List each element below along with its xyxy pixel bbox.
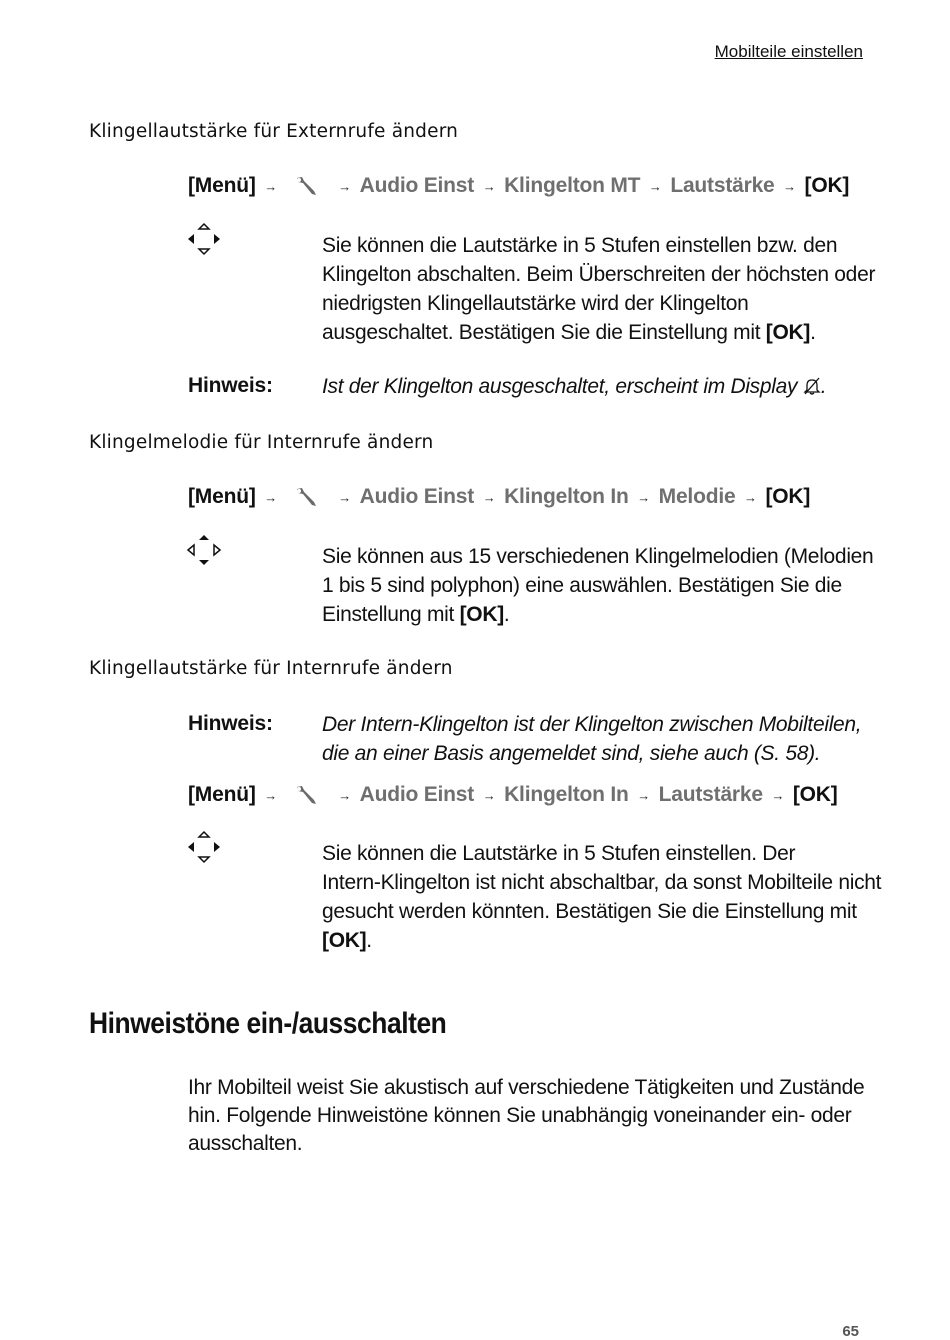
menu-item-ringtone: Klingelton MT [504, 174, 641, 197]
menu-item-volume: Lautstärke [670, 174, 775, 197]
text-line: Intern-Klingelton ist nicht abschaltbar, da sonst Mobilteile nicht [322, 871, 882, 894]
wrench-icon [294, 486, 320, 508]
menu-path-internal-melody [188, 485, 810, 509]
text-line: Sie können die Lautstärke in 5 Stufen einstellen bzw. den [322, 234, 838, 257]
paragraph-external-volume [322, 231, 882, 347]
navigation-key-icon [186, 830, 222, 864]
ok-key: [OK] [765, 485, 811, 508]
wrench-icon [294, 175, 320, 197]
text-line: Sie können die Lautstärke in 5 Stufen einstellen. Der [322, 842, 796, 865]
arrow-right-icon: → [482, 787, 496, 803]
text-line: 1 bis 5 sind polyphon) eine auswählen. Bestätigen Sie die [322, 574, 842, 597]
text-line: Klingelton abschalten. Beim Überschreiten der höchsten oder [322, 263, 876, 286]
paragraph-internal-melody [322, 542, 882, 629]
arrow-right-icon: → [771, 787, 785, 803]
note-label: Hinweis: [188, 712, 273, 735]
arrow-right-icon: → [482, 178, 496, 194]
arrow-right-icon: → [264, 787, 278, 803]
arrow-right-icon: → [338, 489, 352, 505]
menu-item-ringtone: Klingelton In [504, 485, 629, 508]
text-line: Der Intern-Klingelton ist der Klingelton zwischen Mobilteilen, [322, 713, 862, 736]
running-header: Mobilteile einstellen [714, 42, 863, 61]
arrow-right-icon: → [783, 178, 796, 194]
menu-key: [Menü] [188, 174, 256, 197]
menu-item-ringtone: Klingelton In [504, 783, 629, 806]
menu-item-audio: Audio Einst [359, 783, 475, 806]
arrow-right-icon: → [744, 489, 757, 505]
menu-path-internal-volume [188, 783, 838, 807]
section-heading-internal-volume: Klingellautstärke für Internrufe ändern [89, 658, 453, 679]
arrow-right-icon: → [338, 787, 352, 803]
text-line: gesucht werden könnten. Bestätigen Sie die Einstellung mit [322, 900, 857, 923]
menu-key: [Menü] [188, 485, 256, 508]
text-line: ausschalten. [188, 1132, 303, 1155]
text-line: Einstellung mit [OK]. [322, 603, 510, 626]
wrench-icon [294, 784, 320, 806]
text-line: niedrigsten Klingellautstärke wird der Klingelton [322, 292, 749, 315]
arrow-right-icon: → [338, 178, 352, 194]
section-heading-internal-melody: Klingelmelodie für Internrufe ändern [89, 432, 434, 453]
paragraph-internal-volume [322, 839, 882, 955]
arrow-right-icon: → [264, 489, 278, 505]
text-line: ausgeschaltet. Bestätigen Sie die Einstellung mit [OK]. [322, 321, 816, 344]
section-heading-external-volume: Klingellautstärke für Externrufe ändern [89, 121, 459, 142]
menu-path-external-volume [188, 174, 849, 198]
menu-key: [Menü] [188, 783, 256, 806]
chapter-heading-alert-tones: Hinweistöne ein-/ausschalten [89, 1007, 447, 1040]
ok-key: [OK] [459, 603, 504, 626]
note-label: Hinweis: [188, 374, 273, 397]
menu-item-volume: Lautstärke [658, 783, 763, 806]
navigation-key-icon [186, 222, 222, 256]
ok-key: [OK] [804, 174, 850, 197]
ok-key: [OK] [765, 321, 811, 344]
arrow-right-icon: → [264, 178, 278, 194]
bell-off-icon [803, 376, 821, 396]
note-text [322, 710, 882, 768]
text-line: Sie können aus 15 verschiedenen Klingelmelodien (Melodien [322, 545, 874, 568]
arrow-right-icon: → [637, 489, 651, 505]
ok-key: [OK] [322, 929, 367, 952]
menu-item-audio: Audio Einst [359, 174, 475, 197]
note-text: Ist der Klingelton ausgeschaltet, erscheint im Display . [322, 375, 827, 398]
arrow-right-icon: → [648, 178, 662, 194]
paragraph-alert-tones [188, 1074, 868, 1158]
navigation-key-icon [186, 533, 222, 567]
ok-key: [OK] [792, 783, 838, 806]
arrow-right-icon: → [637, 787, 651, 803]
text-line: die an einer Basis angemeldet sind, siehe auch (S. 58). [322, 742, 821, 765]
text-line: hin. Folgende Hinweistöne können Sie unabhängig voneinander ein- oder [188, 1104, 852, 1127]
page-number: 65 [842, 1323, 859, 1340]
menu-item-audio: Audio Einst [359, 485, 475, 508]
text-line: [OK]. [322, 929, 372, 952]
text-line: Ihr Mobilteil weist Sie akustisch auf verschiedene Tätigkeiten und Zustände [188, 1076, 865, 1099]
menu-item-melody: Melodie [658, 485, 736, 508]
arrow-right-icon: → [482, 489, 496, 505]
